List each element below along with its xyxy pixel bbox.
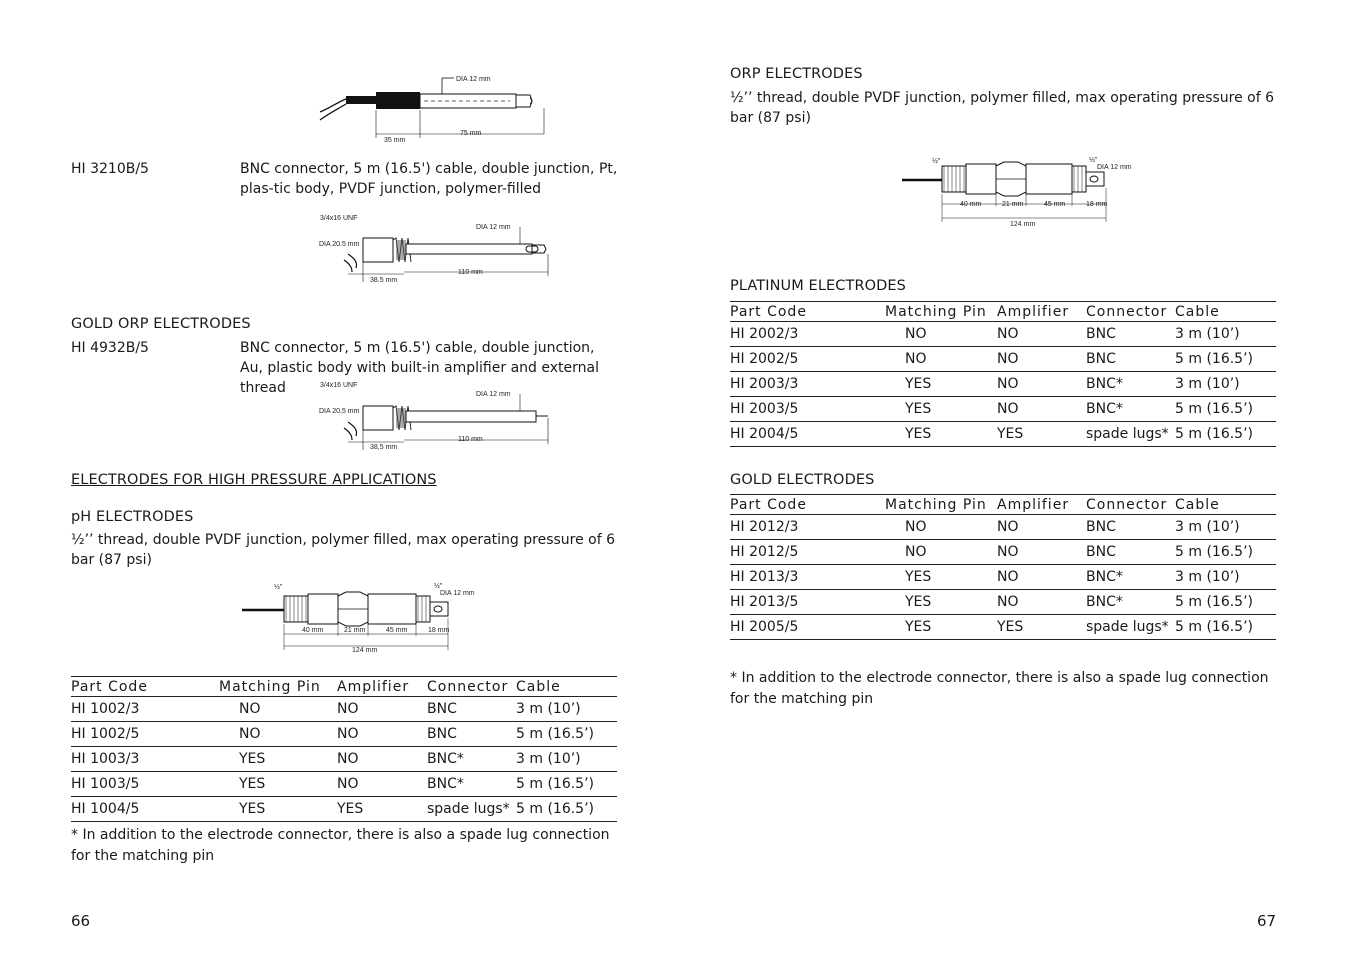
column-header: Cable (1175, 302, 1276, 322)
table-cell: HI 2013/3 (730, 565, 885, 590)
table-header-row (71, 677, 617, 697)
table-cell: YES (885, 565, 997, 590)
table-cell: NO (997, 565, 1086, 590)
length-label: 45 mm (1044, 201, 1066, 208)
table-cell: HI 2012/3 (730, 515, 885, 540)
table-cell: BNC (1086, 515, 1175, 540)
table-cell: BNC* (1086, 590, 1175, 615)
table-cell: 5 m (16.5’) (1175, 615, 1276, 640)
footnote: * In addition to the electrode connector, there is also a spade lug connection for the matching pin (730, 670, 1269, 707)
length-label: 40 mm (302, 627, 324, 634)
table-cell: YES (885, 615, 997, 640)
thread-label: ½" (1089, 157, 1098, 164)
part-description: BNC connector, 5 m (16.5') cable, double junction, Au, plastic body with built-in amplifier and external thread (240, 340, 599, 396)
length-label: 110 mm (458, 436, 483, 443)
left-page (0, 0, 675, 954)
table-row (730, 615, 1276, 640)
table-cell: 5 m (16.5’) (1175, 397, 1276, 422)
length-label: 40 mm (960, 201, 982, 208)
table-cell: 5 m (16.5’) (516, 772, 617, 797)
table-header-row (730, 495, 1276, 515)
page-number: 66 (71, 912, 91, 930)
table-row (71, 722, 617, 747)
right-page (675, 0, 1351, 954)
table-cell: BNC* (427, 747, 516, 772)
table-row (730, 540, 1276, 565)
table-row (730, 590, 1276, 615)
table-row (730, 397, 1276, 422)
table-cell: 3 m (10’) (516, 747, 617, 772)
table-row (71, 797, 617, 822)
column-header: Amplifier (997, 302, 1086, 322)
section-heading: ELECTRODES FOR HIGH PRESSURE APPLICATIONS (71, 472, 437, 488)
table-cell: spade lugs* (427, 797, 516, 822)
table-row (730, 565, 1276, 590)
table-cell: 3 m (10’) (1175, 565, 1276, 590)
table-cell: 3 m (10’) (1175, 372, 1276, 397)
table-cell: YES (885, 422, 997, 447)
ph-electrodes-table (71, 676, 617, 822)
length-label: 35 mm (384, 137, 406, 144)
table-cell: NO (219, 722, 337, 747)
table-cell: 3 m (10’) (1175, 322, 1276, 347)
column-header: Cable (1175, 495, 1276, 515)
dia-label: DIA 20.5 mm (319, 241, 360, 248)
table-cell: NO (337, 772, 427, 797)
thread-label: ½" (274, 584, 283, 591)
table-cell: NO (885, 347, 997, 372)
part-code: HI 4932B/5 (71, 340, 149, 356)
table-cell: YES (219, 797, 337, 822)
gold-electrodes-table (730, 494, 1276, 640)
thread-label: 3/4x16 UNF (320, 382, 358, 389)
table-cell: BNC (427, 722, 516, 747)
table-cell: NO (997, 372, 1086, 397)
table-cell: YES (997, 422, 1086, 447)
table-cell: spade lugs* (1086, 615, 1175, 640)
length-label: 124 mm (1010, 221, 1036, 228)
table-cell: HI 2004/5 (730, 422, 885, 447)
column-header: Matching Pin (219, 677, 337, 697)
table-cell: NO (997, 540, 1086, 565)
platinum-electrodes-table (730, 301, 1276, 447)
table-cell: HI 2003/3 (730, 372, 885, 397)
length-label: 38.5 mm (370, 277, 398, 284)
length-label: 75 mm (460, 130, 482, 137)
table-cell: HI 2002/3 (730, 322, 885, 347)
table-cell: 5 m (16.5’) (516, 797, 617, 822)
length-label: 110 mm (458, 269, 483, 276)
table-cell: BNC* (427, 772, 516, 797)
electrode-drawing-3210-thread (318, 210, 558, 288)
column-header: Part Code (730, 495, 885, 515)
table-cell: NO (997, 515, 1086, 540)
table-cell: HI 1002/5 (71, 722, 219, 747)
section-heading: pH ELECTRODES (71, 509, 194, 525)
table-cell: NO (997, 347, 1086, 372)
table-cell: YES (885, 372, 997, 397)
length-label: 45 mm (386, 627, 408, 634)
table-cell: HI 2013/5 (730, 590, 885, 615)
length-label: 21 mm (1002, 201, 1024, 208)
high-pressure-electrode-drawing (240, 582, 480, 654)
table-cell: BNC (1086, 322, 1175, 347)
table-cell: NO (337, 697, 427, 722)
section-heading: ORP ELECTRODES (730, 66, 863, 82)
table-row (730, 515, 1276, 540)
table-cell: 5 m (16.5’) (1175, 422, 1276, 447)
dia-label: DIA 12 mm (440, 590, 475, 597)
thread-label: 3/4x16 UNF (320, 215, 358, 222)
section-description: ½’’ thread, double PVDF junction, polymer filled, max operating pressure of 6 bar (87 psi) (730, 90, 1275, 126)
table-cell: HI 2003/5 (730, 397, 885, 422)
length-label: 18 mm (1086, 201, 1108, 208)
length-label: 124 mm (352, 647, 378, 654)
table-cell: HI 2012/5 (730, 540, 885, 565)
table-row (71, 697, 617, 722)
table-cell: HI 1003/5 (71, 772, 219, 797)
footnote: * In addition to the electrode connector, there is also a spade lug connection for the matching pin (71, 827, 610, 864)
table-row (71, 747, 617, 772)
table-cell: 5 m (16.5’) (516, 722, 617, 747)
dia-label: DIA 12 mm (456, 76, 491, 83)
table-cell: YES (219, 772, 337, 797)
table-cell: spade lugs* (1086, 422, 1175, 447)
dia-label: DIA 20,5 mm (319, 408, 360, 415)
column-header: Part Code (71, 677, 219, 697)
length-label: 38,5 mm (370, 444, 398, 451)
table-cell: NO (885, 322, 997, 347)
table-cell: YES (997, 615, 1086, 640)
thread-label: ½" (434, 583, 443, 590)
table-header-row (730, 302, 1276, 322)
table-cell: BNC* (1086, 397, 1175, 422)
table-cell: NO (997, 590, 1086, 615)
table-cell: YES (337, 797, 427, 822)
column-header: Matching Pin (885, 495, 997, 515)
table-cell: NO (885, 515, 997, 540)
table-cell: 5 m (16.5’) (1175, 590, 1276, 615)
column-header: Part Code (730, 302, 885, 322)
table-row (730, 322, 1276, 347)
table-cell: NO (997, 322, 1086, 347)
table-cell: BNC* (1086, 565, 1175, 590)
table-cell: HI 1002/3 (71, 697, 219, 722)
part-code: HI 3210B/5 (71, 161, 149, 177)
table-cell: HI 1003/3 (71, 747, 219, 772)
column-header: Amplifier (997, 495, 1086, 515)
table-cell: YES (219, 747, 337, 772)
table-cell: 5 m (16.5’) (1175, 347, 1276, 372)
length-label: 18 mm (428, 627, 450, 634)
table-cell: NO (337, 722, 427, 747)
electrode-drawing-3210 (318, 70, 558, 146)
high-pressure-orp-electrode-drawing (900, 156, 1140, 228)
column-header: Cable (516, 677, 617, 697)
table-cell: NO (885, 540, 997, 565)
table-row (730, 372, 1276, 397)
table-cell: BNC (427, 697, 516, 722)
dia-label: DIA 12 mm (476, 391, 511, 398)
section-heading: GOLD ORP ELECTRODES (71, 316, 251, 332)
dia-label: DIA 12 mm (476, 224, 511, 231)
table-row (730, 422, 1276, 447)
dia-label: DIA 12 mm (1097, 164, 1132, 171)
section-heading: PLATINUM ELECTRODES (730, 278, 906, 294)
table-cell: HI 2005/5 (730, 615, 885, 640)
table-cell: NO (219, 697, 337, 722)
column-header: Connector (1086, 302, 1175, 322)
length-label: 21 mm (344, 627, 366, 634)
table-cell: BNC (1086, 347, 1175, 372)
column-header: Connector (427, 677, 516, 697)
table-cell: YES (885, 397, 997, 422)
table-cell: 5 m (16.5’) (1175, 540, 1276, 565)
column-header: Connector (1086, 495, 1175, 515)
table-cell: NO (337, 747, 427, 772)
table-cell: 3 m (10’) (516, 697, 617, 722)
table-row (71, 772, 617, 797)
electrode-drawing-4932 (318, 378, 558, 456)
part-description: BNC connector, 5 m (16.5') cable, double junction, Pt, plas-tic body, PVDF junction, polymer-filled (240, 161, 618, 197)
table-cell: BNC (1086, 540, 1175, 565)
column-header: Matching Pin (885, 302, 997, 322)
column-header: Amplifier (337, 677, 427, 697)
table-cell: NO (997, 397, 1086, 422)
thread-label: ½" (932, 158, 941, 165)
page-number: 67 (1257, 912, 1277, 930)
table-cell: BNC* (1086, 372, 1175, 397)
table-cell: HI 1004/5 (71, 797, 219, 822)
table-cell: YES (885, 590, 997, 615)
table-cell: 3 m (10’) (1175, 515, 1276, 540)
section-heading: GOLD ELECTRODES (730, 472, 875, 488)
section-description: ½’’ thread, double PVDF junction, polymer filled, max operating pressure of 6 bar (87 psi) (71, 532, 616, 568)
table-row (730, 347, 1276, 372)
table-cell: HI 2002/5 (730, 347, 885, 372)
